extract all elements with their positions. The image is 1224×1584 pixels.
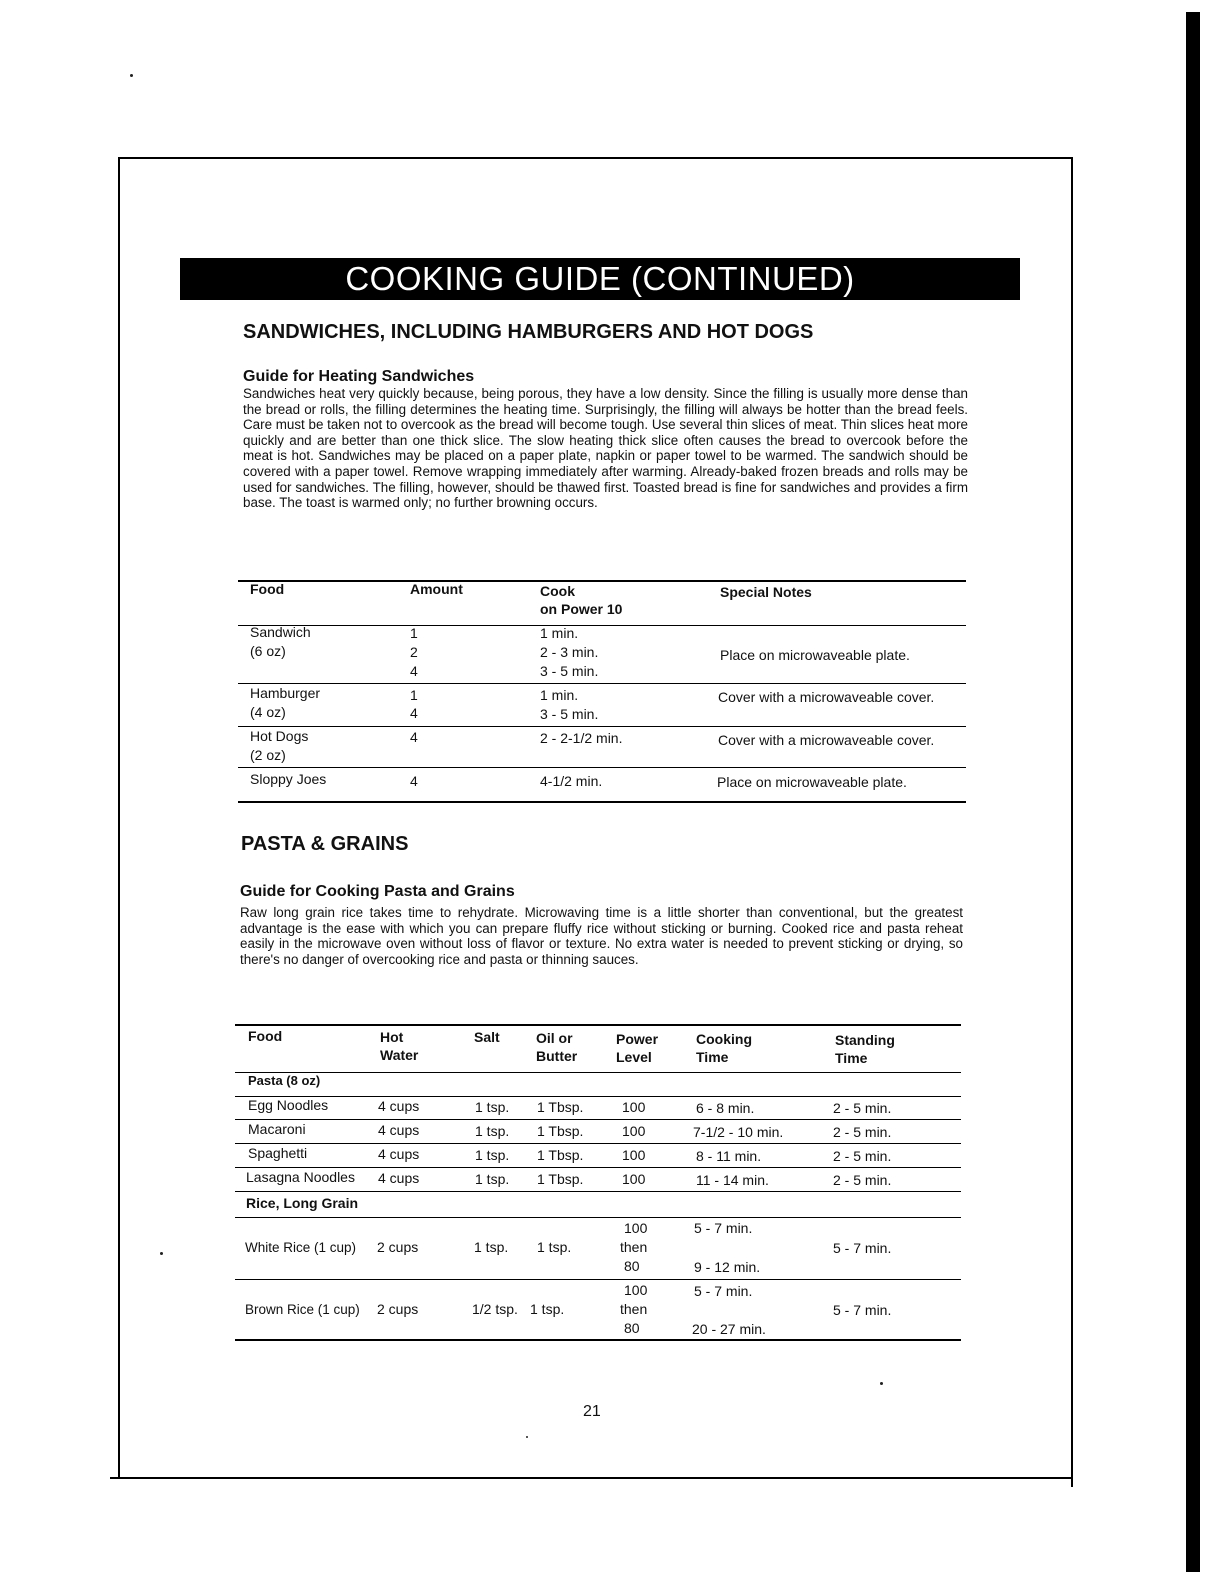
col-hot-water: Water bbox=[380, 1047, 419, 1063]
amount: 4 bbox=[410, 773, 418, 789]
cooking-time: 5 - 7 min. bbox=[694, 1220, 753, 1236]
food-name: Lasagna Noodles bbox=[246, 1169, 355, 1185]
table-bottom-rule bbox=[235, 1339, 961, 1341]
pasta-subheading: Guide for Cooking Pasta and Grains bbox=[240, 883, 515, 900]
food-weight: (2 oz) bbox=[250, 747, 286, 763]
standing-time: 5 - 7 min. bbox=[833, 1302, 892, 1318]
oil-butter: 1 Tbsp. bbox=[537, 1171, 584, 1187]
col-hot-water: Hot bbox=[380, 1029, 404, 1045]
cook-time: 2 - 3 min. bbox=[540, 644, 599, 660]
cooking-time: 20 - 27 min. bbox=[692, 1321, 766, 1337]
pasta-heading: PASTA & GRAINS bbox=[241, 833, 409, 855]
scan-speck bbox=[526, 1436, 528, 1438]
page-banner: COOKING GUIDE (CONTINUED) bbox=[180, 258, 1020, 300]
scan-speck bbox=[880, 1382, 883, 1385]
col-standing-time: Standing bbox=[835, 1032, 895, 1048]
power-level: 100 bbox=[622, 1147, 646, 1163]
food-name: Hot Dogs bbox=[250, 728, 309, 744]
row-rule bbox=[238, 683, 966, 684]
food-name: Spaghetti bbox=[248, 1145, 308, 1161]
standing-time: 2 - 5 min. bbox=[833, 1172, 892, 1188]
oil-butter: 1 Tbsp. bbox=[537, 1123, 584, 1139]
amount: 4 bbox=[410, 729, 418, 745]
cook-time: 1 min. bbox=[540, 687, 579, 703]
amount: 2 bbox=[410, 644, 418, 660]
cooking-time: 9 - 12 min. bbox=[694, 1259, 761, 1275]
amount: 1 bbox=[410, 687, 418, 703]
scan-speck bbox=[130, 74, 133, 77]
sandwiches-heading: SANDWICHES, INCLUDING HAMBURGERS AND HOT DOGS bbox=[243, 321, 814, 343]
frame-right-line bbox=[1071, 157, 1073, 1487]
col-cook: Cook bbox=[540, 583, 575, 599]
scan-speck bbox=[160, 1252, 163, 1255]
col-cook-power: on Power 10 bbox=[540, 601, 623, 617]
power-level: then bbox=[620, 1239, 648, 1255]
cooking-time: 8 - 11 min. bbox=[696, 1148, 762, 1164]
standing-time: 2 - 5 min. bbox=[833, 1124, 892, 1140]
special-note: Cover with a microwaveable cover. bbox=[718, 732, 935, 748]
salt: 1 tsp. bbox=[475, 1171, 510, 1187]
row-rule bbox=[235, 1217, 961, 1218]
col-food: Food bbox=[250, 581, 285, 597]
row-rule bbox=[235, 1191, 961, 1192]
hot-water: 4 cups bbox=[378, 1122, 420, 1138]
cooking-time: 6 - 8 min. bbox=[696, 1100, 755, 1116]
col-cooking-time: Time bbox=[696, 1049, 729, 1065]
power-level: 100 bbox=[622, 1099, 646, 1115]
power-level: 100 bbox=[622, 1171, 646, 1187]
power-level: 80 bbox=[624, 1258, 640, 1274]
frame-bottom-line bbox=[110, 1477, 1073, 1479]
food-name: Sloppy Joes bbox=[250, 771, 327, 787]
hot-water: 4 cups bbox=[378, 1170, 420, 1186]
food-name: Egg Noodles bbox=[248, 1097, 329, 1113]
food-name: White Rice (1 cup) bbox=[245, 1240, 357, 1255]
col-special-notes: Special Notes bbox=[720, 584, 812, 600]
power-level: 100 bbox=[624, 1220, 648, 1236]
col-oil-butter: Butter bbox=[536, 1048, 578, 1064]
col-power-level: Power bbox=[616, 1031, 659, 1047]
table-top-rule bbox=[238, 580, 966, 582]
frame-left-line bbox=[118, 157, 120, 1479]
cooking-time: 5 - 7 min. bbox=[694, 1283, 753, 1299]
amount: 1 bbox=[410, 625, 418, 641]
col-salt: Salt bbox=[474, 1029, 500, 1045]
standing-time: 5 - 7 min. bbox=[833, 1240, 892, 1256]
food-weight: (4 oz) bbox=[250, 704, 286, 720]
cook-time: 1 min. bbox=[540, 625, 579, 641]
col-amount: Amount bbox=[410, 581, 463, 597]
oil-butter: 1 tsp. bbox=[530, 1301, 565, 1317]
col-standing-time: Time bbox=[835, 1050, 868, 1066]
special-note: Place on microwaveable plate. bbox=[717, 774, 907, 790]
cook-time: 4-1/2 min. bbox=[540, 773, 603, 789]
col-cooking-time: Cooking bbox=[696, 1031, 752, 1047]
food-name: Brown Rice (1 cup) bbox=[245, 1302, 360, 1317]
salt: 1 tsp. bbox=[475, 1147, 510, 1163]
cook-time: 3 - 5 min. bbox=[540, 706, 599, 722]
cooking-time: 11 - 14 min. bbox=[696, 1172, 769, 1188]
food-weight: (6 oz) bbox=[250, 643, 286, 659]
power-level: 100 bbox=[622, 1123, 646, 1139]
scan-edge-bar bbox=[1186, 12, 1200, 1572]
hot-water: 2 cups bbox=[377, 1239, 419, 1255]
table-top-rule bbox=[235, 1024, 961, 1026]
salt: 1 tsp. bbox=[475, 1099, 510, 1115]
row-rule bbox=[235, 1143, 961, 1144]
hot-water: 2 cups bbox=[377, 1301, 419, 1317]
col-food: Food bbox=[248, 1028, 283, 1044]
special-note: Place on microwaveable plate. bbox=[720, 647, 910, 663]
oil-butter: 1 tsp. bbox=[537, 1239, 572, 1255]
frame-top-line bbox=[118, 157, 1073, 159]
table-bottom-rule bbox=[238, 801, 966, 803]
food-name: Hamburger bbox=[250, 685, 321, 701]
row-rule bbox=[235, 1279, 961, 1280]
sandwiches-paragraph: Sandwiches heat very quickly because, being porous, they have a low density. Since the filling is usually more dense than the bread or rolls, the filling determines the heating time. Surprisingly, the filling will always be hotter than the bread feels. Care must be taken not to overcook as the bread will become tough. Use several thin slices of meat. Thin slices heat more quickly and are better than one thick slice. The slow heating thick slice often causes the bread to overcook before the meat is hot. Sandwiches may be placed on a paper plate, napkin or paper towel to be warmed. The sandwich should be covered with a paper towel. Remove wrapping immediately after warming. Already-baked frozen breads and rolls may be used for sandwiches. The filling, however, should be thawed first. Toasted bread is fine for sandwiches and provides a firm base. The toast is warmed only; no further browning occurs. bbox=[243, 386, 968, 511]
group-label-rice: Rice, Long Grain bbox=[246, 1195, 359, 1211]
pasta-paragraph: Raw long grain rice takes time to rehydrate. Microwaving time is a little shorter than conventional, but the greatest advantage is the ease with which you can prepare fluffy rice without sticking or burning. Cooked rice and pasta reheat easily in the microwave oven without loss of flavor or texture. No extra water is needed to prevent sticking or drying, so there's no danger of overcooking rice and pasta or thinning sauces. bbox=[240, 905, 963, 967]
oil-butter: 1 Tbsp. bbox=[537, 1099, 584, 1115]
header-rule bbox=[235, 1072, 961, 1073]
salt: 1 tsp. bbox=[475, 1123, 510, 1139]
special-note: Cover with a microwaveable cover. bbox=[718, 689, 935, 705]
cook-time: 2 - 2-1/2 min. bbox=[540, 730, 623, 746]
power-level: 80 bbox=[624, 1320, 640, 1336]
standing-time: 2 - 5 min. bbox=[833, 1100, 892, 1116]
amount: 4 bbox=[410, 663, 418, 679]
row-rule bbox=[238, 767, 966, 768]
oil-butter: 1 Tbsp. bbox=[537, 1147, 584, 1163]
row-rule bbox=[238, 726, 966, 727]
power-level: then bbox=[620, 1301, 648, 1317]
standing-time: 2 - 5 min. bbox=[833, 1148, 892, 1164]
hot-water: 4 cups bbox=[378, 1098, 420, 1114]
food-name: Sandwich bbox=[250, 624, 311, 640]
header-rule bbox=[238, 625, 966, 626]
food-name: Macaroni bbox=[248, 1121, 306, 1137]
salt: 1 tsp. bbox=[474, 1239, 509, 1255]
col-oil-butter: Oil or bbox=[536, 1030, 573, 1046]
hot-water: 4 cups bbox=[378, 1146, 420, 1162]
cooking-time: 7-1/2 - 10 min. bbox=[693, 1124, 784, 1140]
power-level: 100 bbox=[624, 1282, 648, 1298]
amount: 4 bbox=[410, 705, 418, 721]
page-number: 21 bbox=[583, 1403, 601, 1420]
salt: 1/2 tsp. bbox=[472, 1301, 518, 1317]
group-label-pasta: Pasta (8 oz) bbox=[248, 1073, 321, 1088]
row-rule bbox=[235, 1096, 961, 1097]
sandwiches-subheading: Guide for Heating Sandwiches bbox=[243, 368, 475, 385]
cook-time: 3 - 5 min. bbox=[540, 663, 599, 679]
row-rule bbox=[235, 1119, 961, 1120]
col-power-level: Level bbox=[616, 1049, 652, 1065]
